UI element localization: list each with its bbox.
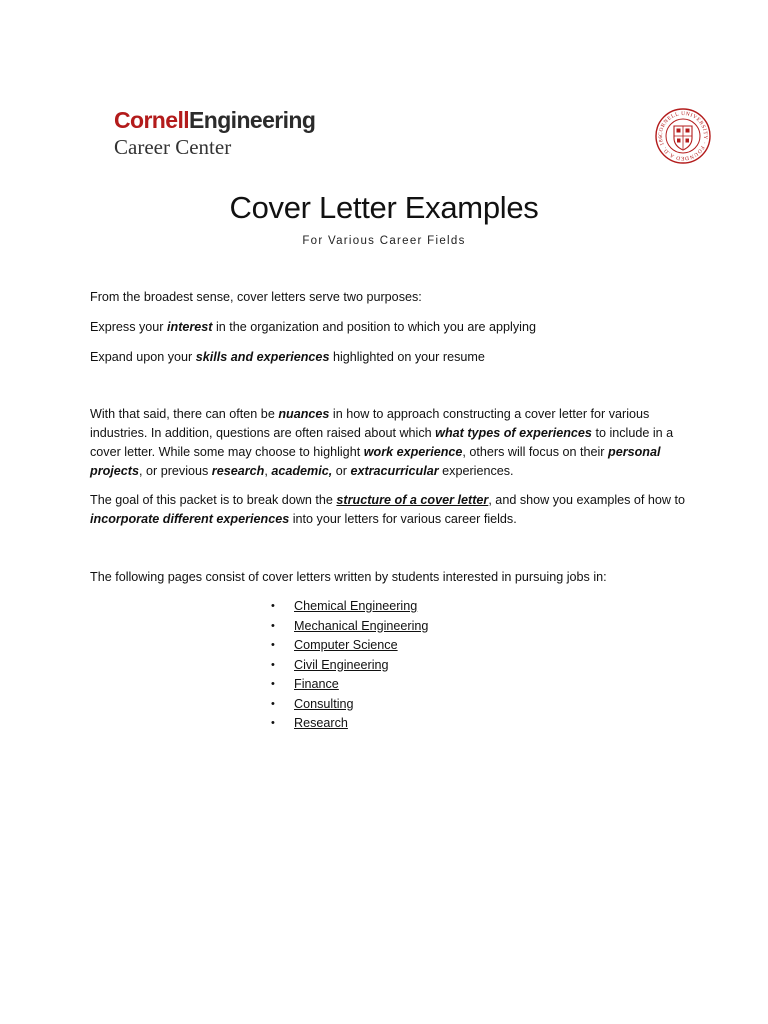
list-item <box>265 675 428 695</box>
career-field-link[interactable]: Computer Science <box>294 638 398 652</box>
bullet-icon: • <box>271 619 275 632</box>
logo-engineering-text: Engineering <box>189 107 316 133</box>
career-field-link[interactable]: Mechanical Engineering <box>294 618 429 633</box>
purpose-1: Express your interest in the organization and position to which you are applying <box>90 320 536 334</box>
bullet-icon: • <box>271 678 275 690</box>
purpose-2: Expand upon your skills and experiences highlighted on your resume <box>90 350 485 364</box>
list-item <box>265 714 428 734</box>
cornell-engineering-logo <box>114 106 315 160</box>
page-title: Cover Letter Examples <box>229 190 539 225</box>
bullet-icon: • <box>271 717 275 729</box>
career-field-link[interactable]: Research <box>294 716 348 730</box>
list-item <box>265 617 428 637</box>
list-item <box>265 695 428 715</box>
list-item <box>265 597 428 617</box>
career-field-link[interactable]: Consulting <box>294 696 354 711</box>
bullet-icon: • <box>271 600 275 612</box>
logo-cornell-text: Cornell <box>114 107 190 133</box>
goal-paragraph: The goal of this packet is to break down the structure of a cover letter, and show you examples of how to incorporate different experiences into your letters for various career fields. <box>90 493 686 526</box>
cornell-seal-icon <box>655 108 711 164</box>
svg-text:CORNELL UNIVERSITY · FOUNDED A: CORNELL UNIVERSITY · FOUNDED A.D. 186 <box>657 110 709 162</box>
bullet-icon: • <box>271 639 275 651</box>
logo-career-center-text: Career Center <box>114 135 232 159</box>
bullet-icon: • <box>271 658 275 671</box>
career-field-link[interactable]: Chemical Engineering <box>294 599 418 613</box>
list-item <box>265 636 428 656</box>
logo-wordmark <box>114 106 315 134</box>
bullet-icon: • <box>271 697 275 710</box>
career-fields-list <box>265 597 428 734</box>
intro-line: From the broadest sense, cover letters serve two purposes: <box>90 290 422 304</box>
career-field-link[interactable]: Finance <box>294 677 339 691</box>
pages-intro-paragraph: The following pages consist of cover letters written by students interested in pursuing jobs in: <box>90 570 607 584</box>
career-field-link[interactable]: Civil Engineering <box>294 657 389 672</box>
page-subtitle: For Various Career Fields <box>302 235 466 247</box>
list-item <box>265 656 428 676</box>
nuances-paragraph: With that said, there can often be nuances in how to approach constructing a cover letter for various industries. In addition, questions are often raised about which what types of experiences to include in a cover letter. While some may choose to highlight work experience, others will focus on their personal projects, or previous research, academic, or extracurricular experiences. <box>90 407 674 478</box>
